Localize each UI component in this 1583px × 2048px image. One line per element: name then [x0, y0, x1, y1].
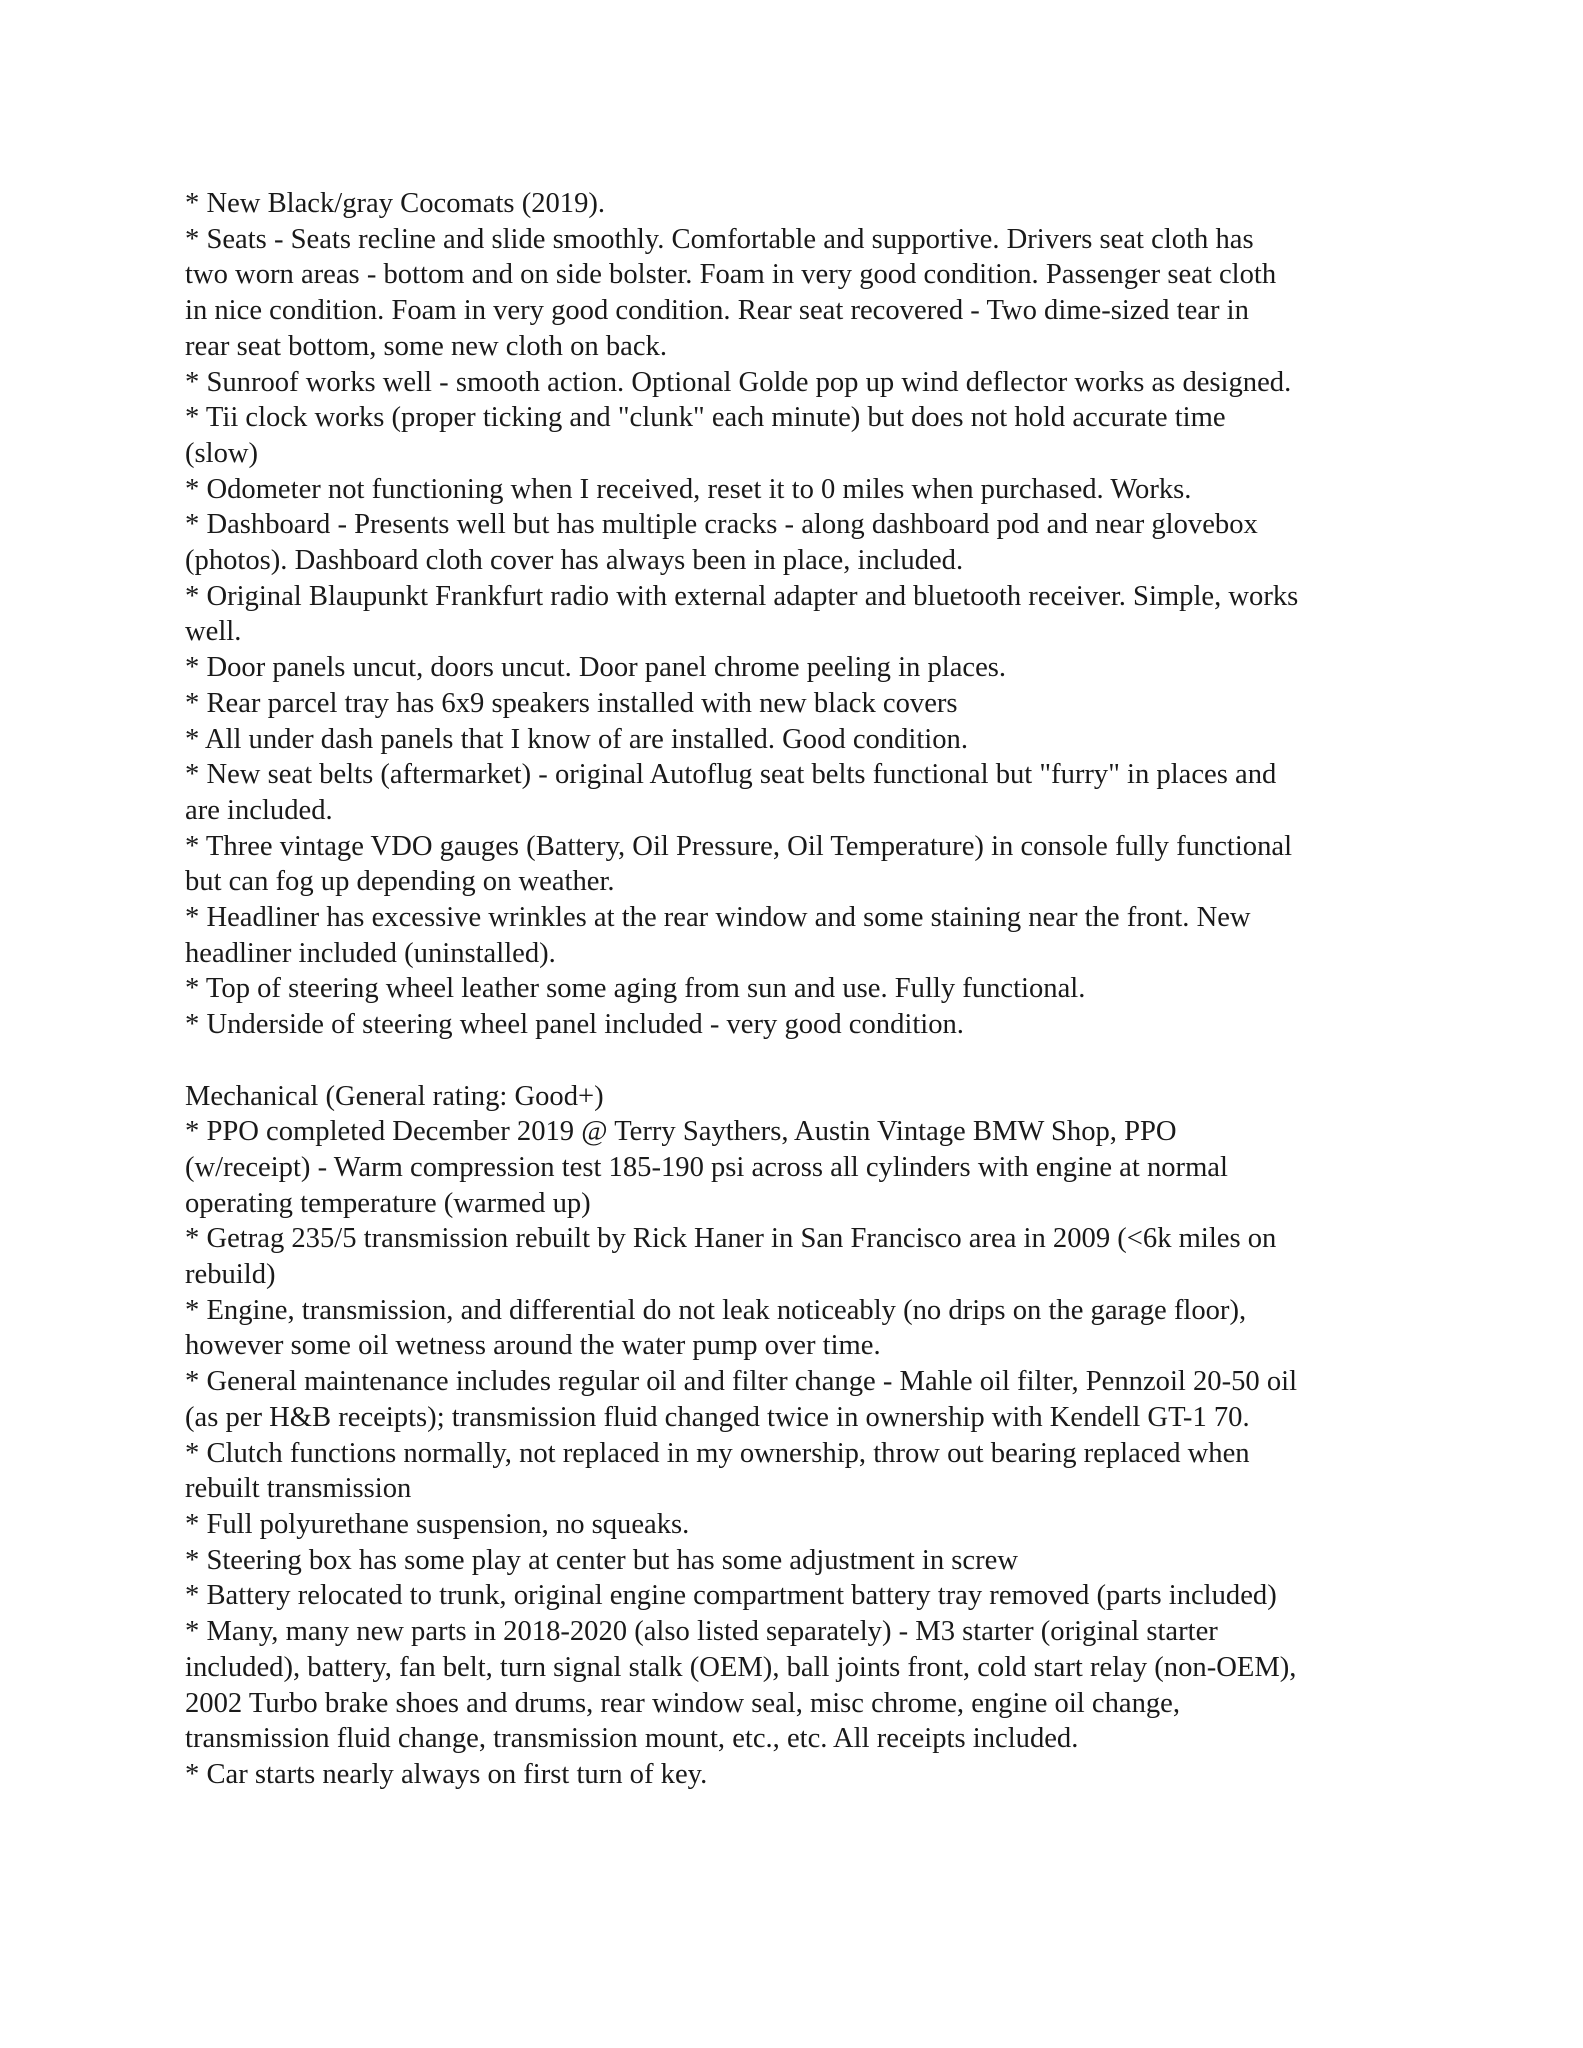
text-line: (photos). Dashboard cloth cover has always been in place, included.	[185, 545, 964, 577]
text-line: headliner included (uninstalled).	[185, 937, 556, 969]
text-line: * Getrag 235/5 transmission rebuilt by Rick Haner in San Francisco area in 2009 (<6k miles on	[185, 1223, 1277, 1255]
text-line: * General maintenance includes regular oil and filter change - Mahle oil filter, Pennzoil 20-50 oil	[185, 1366, 1298, 1398]
text-line: * Rear parcel tray has 6x9 speakers installed with new black covers	[185, 687, 958, 719]
text-line: * New Black/gray Cocomats (2019).	[185, 188, 606, 219]
text-line: * Original Blaupunkt Frankfurt radio with external adapter and bluetooth receiver. Simple, works	[185, 580, 1299, 612]
text-line: rebuild)	[185, 1259, 276, 1291]
text-line: * Three vintage VDO gauges (Battery, Oil Pressure, Oil Temperature) in console fully functional	[185, 830, 1293, 862]
text-line: * Steering box has some play at center but has some adjustment in screw	[185, 1544, 1018, 1576]
text-line: * Full polyurethane suspension, no squeaks.	[185, 1509, 690, 1540]
text-line: two worn areas - bottom and on side bolster. Foam in very good condition. Passenger seat cloth	[185, 259, 1277, 291]
text-line: in nice condition. Foam in very good condition. Rear seat recovered - Two dime-sized tear in	[185, 295, 1249, 327]
document-body	[185, 186, 1425, 1793]
text-line: * Car starts nearly always on first turn of key.	[185, 1758, 708, 1790]
text-line: * Tii clock works (proper ticking and "clunk" each minute) but does not hold accurate time	[185, 402, 1226, 434]
text-line: * Sunroof works well - smooth action. Optional Golde pop up wind deflector works as designed.	[185, 366, 1292, 398]
text-line: * Odometer not functioning when I received, reset it to 0 miles when purchased. Works.	[185, 473, 1192, 505]
text-line: * Headliner has excessive wrinkles at the rear window and some staining near the front. New	[185, 902, 1251, 934]
text-line: 2002 Turbo brake shoes and drums, rear window seal, misc chrome, engine oil change,	[185, 1687, 1181, 1719]
text-line: * Battery relocated to trunk, original engine compartment battery tray removed (parts included)	[185, 1580, 1277, 1612]
text-line: but can fog up depending on weather.	[185, 866, 615, 898]
text-line: * PPO completed December 2019 @ Terry Saythers, Austin Vintage BMW Shop, PPO	[185, 1116, 1177, 1148]
text-line: (slow)	[185, 437, 259, 469]
text-line: * Door panels uncut, doors uncut. Door panel chrome peeling in places.	[185, 652, 1007, 684]
text-line: well.	[185, 616, 242, 648]
mechanical-section	[185, 1079, 1425, 1793]
text-line: * Seats - Seats recline and slide smoothly. Comfortable and supportive. Drivers seat cloth has	[185, 223, 1254, 255]
text-line: rear seat bottom, some new cloth on back.	[185, 330, 667, 362]
text-line: * Top of steering wheel leather some aging from sun and use. Fully functional.	[185, 973, 1086, 1005]
text-line: rebuilt transmission	[185, 1473, 412, 1505]
text-line: * New seat belts (aftermarket) - original Autoflug seat belts functional but "furry" in places and	[185, 759, 1277, 791]
interior-section	[185, 186, 1425, 1043]
text-line: included), battery, fan belt, turn signal stalk (OEM), ball joints front, cold start relay (non-OEM),	[185, 1651, 1297, 1683]
section-heading: Mechanical (General rating: Good+)	[185, 1080, 604, 1112]
text-line: (as per H&B receipts); transmission fluid changed twice in ownership with Kendell GT-1 70.	[185, 1401, 1250, 1433]
text-line: * Many, many new parts in 2018-2020 (also listed separately) - M3 starter (original starter	[185, 1616, 1218, 1648]
text-line: are included.	[185, 794, 333, 826]
text-line: operating temperature (warmed up)	[185, 1187, 591, 1219]
text-line: * All under dash panels that I know of are installed. Good condition.	[185, 723, 968, 755]
text-line: however some oil wetness around the water pump over time.	[185, 1330, 881, 1362]
text-line: * Engine, transmission, and differential do not leak noticeably (no drips on the garage floor),	[185, 1294, 1247, 1326]
text-line: * Dashboard - Presents well but has multiple cracks - along dashboard pod and near glovebox	[185, 509, 1258, 541]
text-line: * Clutch functions normally, not replaced in my ownership, throw out bearing replaced when	[185, 1437, 1250, 1469]
text-line: (w/receipt) - Warm compression test 185-190 psi across all cylinders with engine at normal	[185, 1151, 1228, 1183]
text-line: transmission fluid change, transmission mount, etc., etc. All receipts included.	[185, 1723, 1079, 1755]
text-line: * Underside of steering wheel panel included - very good condition.	[185, 1009, 964, 1041]
